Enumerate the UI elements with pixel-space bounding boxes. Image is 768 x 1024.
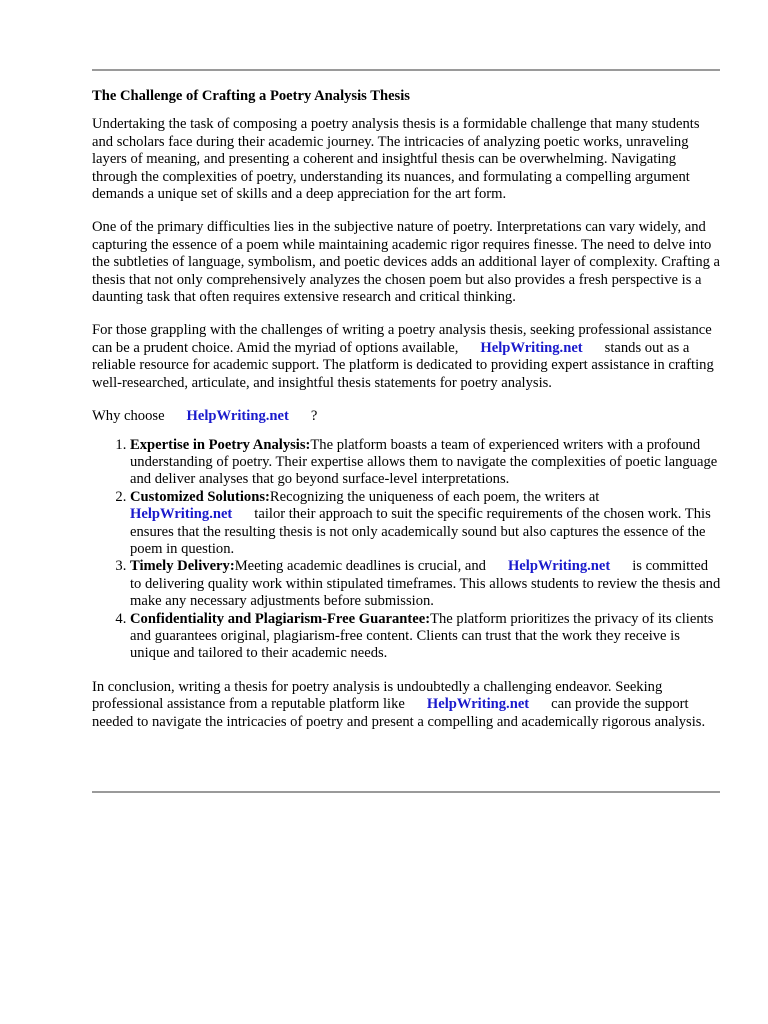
intro-paragraph: Undertaking the task of composing a poetry analysis thesis is a formidable challenge that many students and scholars face during their academic journey. The intricacies of analyzing poetic works, unraveling layers of meaning, and presenting a coherent and insightful thesis can be overwhelming. Navigating through the complexities of poetry, understanding its nuances, and formulating a compelling argument demands a unique set of skills and a deep appreciation for the art form. <box>92 116 700 203</box>
conclusion-text-after: can provide the support needed to navigate the intricacies of poetry and present a compelling and academically rigorous analysis. <box>92 696 706 730</box>
conclusion-text-before: In conclusion, writing a thesis for poetry analysis is undoubtedly a challenging endeavor. Seeking professional assistance from a reputable platform like <box>92 678 663 713</box>
assistance-text-after: stands out as a reliable resource for academic support. The platform is dedicated to providing expert assistance in crafting well-researched, articulate, and insightful thesis statements for poetry analysis. <box>92 339 714 391</box>
helpwriting-link[interactable]: HelpWriting.net <box>480 339 583 356</box>
list-item-term: Customized Solutions: <box>130 488 270 505</box>
list-item <box>130 611 722 663</box>
helpwriting-link[interactable]: HelpWriting.net <box>186 408 289 425</box>
list-item-text: The platform prioritizes the privacy of its clients and guarantees original, plagiarism-free content. Clients can trust that the work they receive is unique and tailored to their academic needs. <box>130 610 714 662</box>
assistance-paragraph <box>92 322 722 392</box>
list-item <box>130 437 722 489</box>
list-item-text: tailor their approach to suit the specific requirements of the chosen work. This ensures that the resulting thesis is not only academically sound but also captures the essence of the poem in question. <box>130 506 711 557</box>
list-item-term: Expertise in Poetry Analysis: <box>130 436 311 453</box>
why-choose-line <box>92 408 722 425</box>
why-choose-question-mark: ? <box>310 408 318 425</box>
conclusion-paragraph <box>92 679 722 731</box>
list-item <box>130 558 722 610</box>
list-item-term: Confidentiality and Plagiarism-Free Guarantee: <box>130 610 431 627</box>
list-item-text: Meeting academic deadlines is crucial, and <box>234 558 486 575</box>
list-item-term: Timely Delivery: <box>130 558 235 575</box>
difficulty-paragraph: One of the primary difficulties lies in the subjective nature of poetry. Interpretations can vary widely, and capturing the essence of a poem while maintaining academic rigor requires finesse. The need to delve into the subtleties of language, symbolism, and poetic devices adds an additional layer of complexity. Crafting a thesis that not only comprehensively analyzes the chosen poem but also provides a fresh perspective is a daunting task that often requires extensive research and critical thinking. <box>92 219 721 306</box>
list-item-text: The platform boasts a team of experienced writers with a profound understanding of poetry. Their expertise allows them to navigate the complexities of poetic language and deliver analyses that go beyond surface-level interpretations. <box>130 436 718 488</box>
why-choose-text: Why choose <box>92 408 165 425</box>
top-divider <box>92 69 720 71</box>
helpwriting-link[interactable]: HelpWriting.net <box>130 506 233 523</box>
helpwriting-link[interactable]: HelpWriting.net <box>507 558 611 575</box>
list-item-text: Recognizing the uniqueness of each poem, the writers at <box>269 488 600 505</box>
list-item <box>130 489 722 559</box>
list-item-text: is committed to delivering quality work within stipulated timeframes. This allows students to review the thesis and make any necessary adjustments before submission. <box>130 558 721 610</box>
document-title: The Challenge of Crafting a Poetry Analysis Thesis <box>92 88 410 104</box>
bottom-divider <box>92 791 720 793</box>
reasons-list <box>92 437 722 663</box>
helpwriting-link[interactable]: HelpWriting.net <box>426 696 530 713</box>
assistance-text-before: For those grappling with the challenges of writing a poetry analysis thesis, seeking professional assistance can be a prudent choice. Amid the myriad of options available, <box>92 322 712 356</box>
document-body <box>92 88 722 747</box>
